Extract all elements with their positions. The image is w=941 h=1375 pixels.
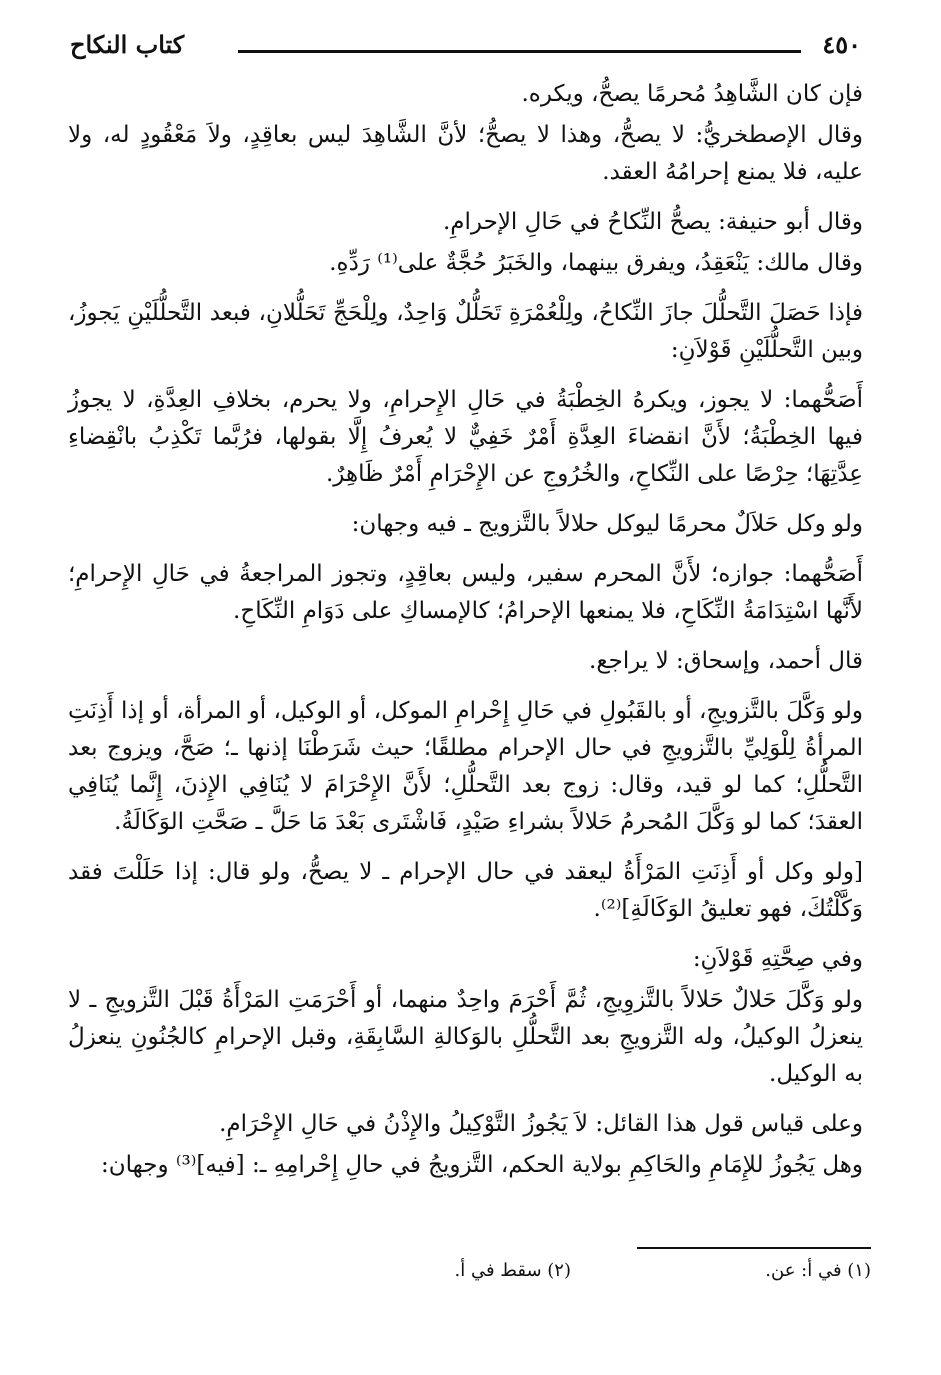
paragraph: فإذا حَصَلَ التَّحلُّلَ جازَ النِّكاحُ، ولِلْعُمْرَةِ تَحَلُّلٌ وَاحِدٌ، ولِلْحَجِّ تَحَلُّلانِ، فبعد التَّحلُّلَيْنِ يَجوزُ، وبين التَّحلُّلَيْنِ قَوْلاَنِ: (68, 300, 863, 363)
paragraph: وقال أبو حنيفة: يصحُّ النِّكاحُ في حَالِ الإحرامِ. (442, 209, 863, 235)
paragraph: وفي صِحَّتِهِ قَوْلاَنِ: (692, 946, 863, 972)
page-number: ٤٥٠ (822, 30, 861, 59)
paragraph: وقال الإصطخريُّ: لا يصحُّ، وهذا لا يصحُّ؛ لأنَّ الشَّاهِدَ ليس بعاقِدٍ، ولاَ مَعْقُودٍ له، ولا عليه، فلا يمنع إحرامُهُ العقد. (68, 122, 863, 185)
footnote-rule (637, 1247, 871, 1249)
page-header (70, 28, 861, 68)
paragraph: وهل يَجُوزُ للإِمَامِ والحَاكِمِ بولاية الحكم، التَّزويجُ في حالِ إِحْرامِهِ ـ: [فيه]⁽³⁾ وجهان: (101, 1152, 863, 1178)
paragraph: فإن كان الشَّاهِدُ مُحرمًا يصحُّ، ويكره. (521, 81, 863, 107)
paragraph: أَصَحُّهما: جوازه؛ لأَنَّ المحرم سفير، وليس بعاقِدٍ، وتجوز المراجعةُ في حَالِ الإِحرامِ؛ لأَنَّها اسْتِدَامَةُ النِّكَاحِ، فلا يمنعها الإحرامُ؛ كالإمساكِ على دَوَامِ النِّكَاحِ. (68, 561, 863, 624)
footnote: (١) في أ: عن. (765, 1260, 871, 1281)
paragraph: [ولو وكل أو أَذِنَتِ المَرْأَةُ ليعقد في حال الإحرام ـ لا يصحُّ، ولو قال: إذا حَلَلْتَ فقد وَكَّلْتُكَ، فهو تعليقُ الوَكَالَةِ]⁽²⁾. (68, 859, 863, 922)
paragraph: وقال مالك: يَنْعَقِدُ، ويفرق بينهما، والخَبَرُ حُجَّةٌ على⁽¹⁾ رَدِّهِ. (329, 250, 863, 276)
paragraph: وعلى قياس قول هذا القائل: لاَ يَجُوزُ التَّوْكِيلُ والإِذْنُ في حَالِ الإِحْرَامِ. (219, 1111, 863, 1137)
paragraph: أَصَحُّهما: لا يجوز، ويكرهُ الخِطْبَةُ في حَالِ الإِحرامِ، ولا يحرم، بخلافِ العِدَّةِ، لا يجوزُ فيها الخِطْبَةُ؛ لأَنَّ انقضاءَ العِدَّةِ أَمْرٌ خَفِيٌّ لا يُعرفُ إِلَّا بقولها، فرُبَّما تَكْذِبُ بانْقِضاءِ عِدَّتِهَا؛ حِرْصًا على النِّكاحِ، والخُرُوجِ عن الإِحْرَامِ أَمْرٌ ظَاهِرٌ. (68, 387, 863, 487)
book-title: كتاب النكاح (70, 30, 185, 59)
paragraph: ولو وكل حَلاَلٌ محرمًا ليوكل حلالاً بالتَّزويج ـ فيه وجهان: (351, 511, 863, 537)
paragraph: ولو وَكَّلَ بالتَّزويجِ، أو بالقَبُولِ في حَالِ إِحْرامِ الموكل، أو الوكيل، أو المرأة، أو إذا أَذِنَتِ المرأةُ لِلْوَلِيِّ بالتَّزويجِ في حال الإحرام مطلقًا؛ حيث شَرَطْنَا إذنها ـ؛ صَحَّ، ويزوج بعد التَّحلُّلِ؛ كما لو قيد، وقال: زوج بعد التَّحلُّلِ؛ لأَنَّ الإِحْرَامَ لا يُنَافِي الإِذنَ، إِنَّما يُنَافِي العقدَ؛ كما لو وَكَّلَ المُحرمُ حَلالاً بشراءِ صَيْدٍ، فَاشْتَرى بَعْدَ مَا حَلَّ ـ صَحَّتِ الوَكَالَةُ. (68, 698, 864, 835)
footnote: (٢) سقط في أ. (454, 1260, 571, 1281)
footnotes (300, 1260, 871, 1290)
body-text (68, 76, 863, 1197)
header-rule (238, 50, 801, 53)
paragraph: ولو وَكَّلَ حَلالٌ حَلالاً بالتَّزوِيجِ، ثُمَّ أَحْرَمَ واحِدٌ منهما، أو أَحْرَمَتِ المَرْأَةُ قَبْلَ التَّزويجِ ـ لا ينعزلُ الوكيلُ، وله التَّزويجِ بعد التَّحلُّلِ بالوَكالةِ السَّابِقَةِ، وقبل الإحرامِ كالجُنُونِ ينعزلُ به الوكيل. (68, 987, 863, 1087)
paragraph: قال أحمد، وإسحاق: لا يراجع. (589, 648, 863, 674)
